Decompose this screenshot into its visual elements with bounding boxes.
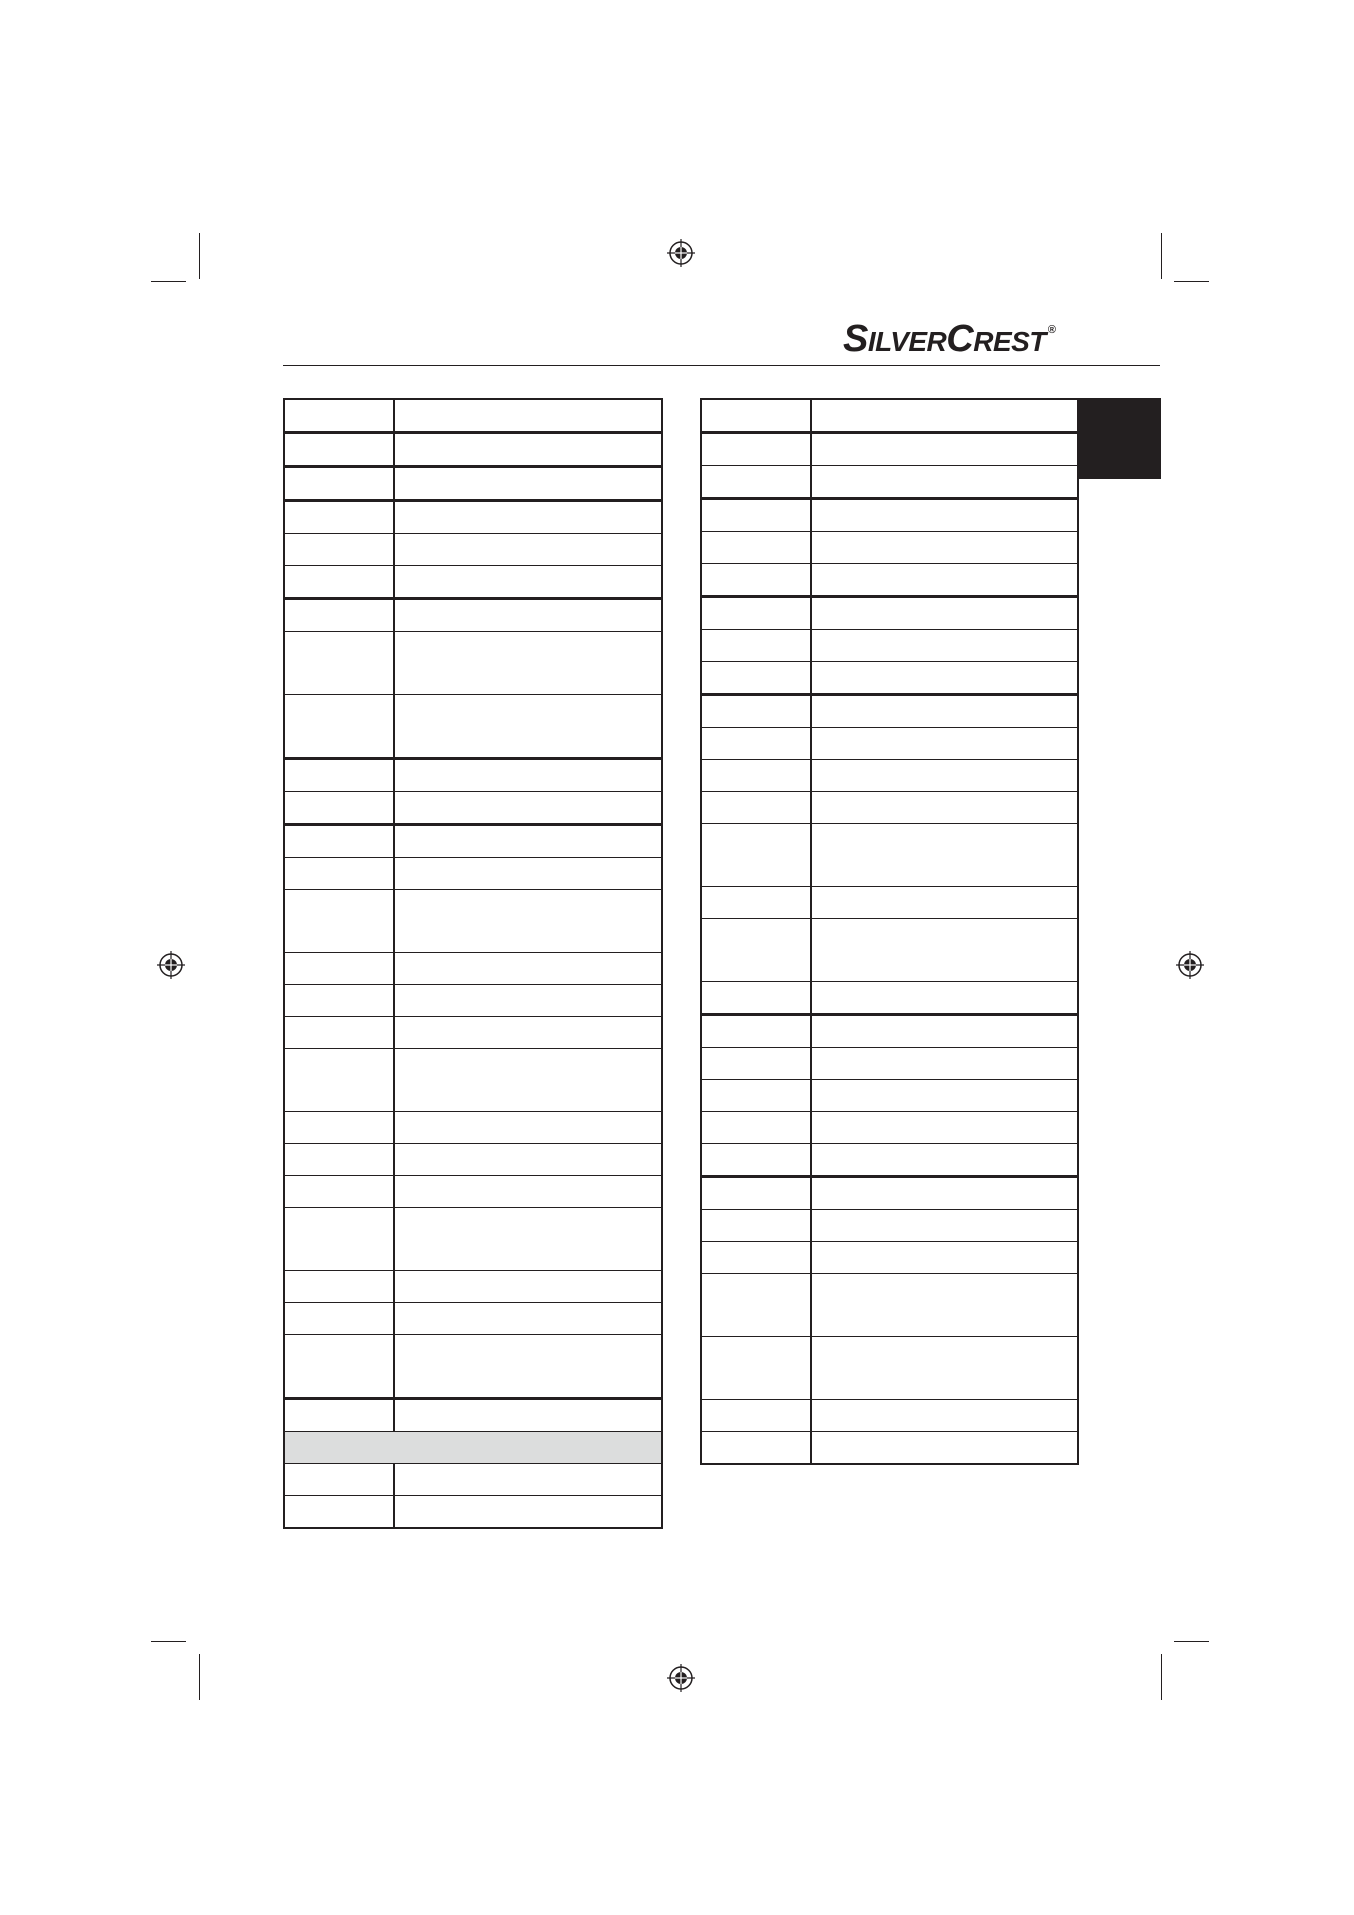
table-row bbox=[701, 1177, 1078, 1210]
table-row bbox=[284, 858, 662, 890]
label-cell bbox=[394, 792, 662, 825]
code-cell bbox=[701, 1080, 811, 1112]
crop-mark-icon bbox=[151, 1641, 186, 1642]
label-cell bbox=[811, 1015, 1078, 1048]
code-cell bbox=[701, 399, 811, 433]
table-row bbox=[284, 399, 662, 433]
label-cell bbox=[394, 566, 662, 599]
table-row bbox=[701, 399, 1078, 433]
code-cell bbox=[284, 858, 394, 890]
code-cell bbox=[284, 599, 394, 632]
table-row bbox=[284, 759, 662, 792]
label-cell bbox=[394, 632, 662, 695]
table-row bbox=[701, 792, 1078, 824]
table-row bbox=[284, 1112, 662, 1144]
table-row bbox=[701, 1080, 1078, 1112]
table-row bbox=[284, 1176, 662, 1208]
table-row bbox=[284, 1464, 662, 1496]
crop-mark-icon bbox=[1174, 1641, 1209, 1642]
code-cell bbox=[284, 1496, 394, 1529]
label-cell bbox=[811, 919, 1078, 982]
table-row bbox=[284, 1208, 662, 1271]
code-cell bbox=[284, 1208, 394, 1271]
label-cell bbox=[811, 532, 1078, 564]
language-tab bbox=[1079, 398, 1161, 479]
table-row bbox=[284, 566, 662, 599]
crop-mark-icon bbox=[151, 281, 186, 282]
table-row bbox=[284, 1017, 662, 1049]
code-cell bbox=[284, 1049, 394, 1112]
code-cell bbox=[701, 1274, 811, 1337]
code-cell bbox=[701, 919, 811, 982]
code-cell bbox=[284, 1271, 394, 1303]
code-cell bbox=[284, 1017, 394, 1049]
label-cell bbox=[811, 433, 1078, 466]
code-cell bbox=[284, 566, 394, 599]
code-cell bbox=[284, 695, 394, 759]
crop-mark-icon bbox=[199, 1654, 200, 1700]
table-row bbox=[284, 1271, 662, 1303]
label-cell bbox=[394, 599, 662, 632]
label-cell bbox=[394, 759, 662, 792]
code-cell bbox=[701, 630, 811, 662]
table-row bbox=[701, 695, 1078, 728]
code-cell bbox=[284, 1112, 394, 1144]
table-row bbox=[701, 630, 1078, 662]
table-row bbox=[701, 887, 1078, 919]
code-cell bbox=[701, 1242, 811, 1274]
code-cell bbox=[701, 1112, 811, 1144]
crop-mark-icon bbox=[1174, 281, 1209, 282]
code-cell bbox=[284, 1335, 394, 1399]
label-cell bbox=[394, 858, 662, 890]
table-row bbox=[701, 982, 1078, 1015]
code-cell bbox=[701, 728, 811, 760]
label-cell bbox=[811, 728, 1078, 760]
table-row bbox=[284, 534, 662, 566]
label-cell bbox=[811, 1080, 1078, 1112]
label-cell bbox=[811, 695, 1078, 728]
table-row bbox=[701, 499, 1078, 532]
code-cell bbox=[284, 953, 394, 985]
label-cell bbox=[811, 1432, 1078, 1465]
table-row bbox=[284, 953, 662, 985]
table-row bbox=[284, 695, 662, 759]
table-row bbox=[701, 1015, 1078, 1048]
code-cell bbox=[284, 1303, 394, 1335]
table-row bbox=[701, 662, 1078, 695]
label-cell bbox=[394, 1496, 662, 1529]
table-row bbox=[284, 825, 662, 858]
code-cell bbox=[701, 887, 811, 919]
table-row bbox=[701, 760, 1078, 792]
label-cell bbox=[394, 534, 662, 566]
code-cell bbox=[284, 792, 394, 825]
code-cell bbox=[701, 662, 811, 695]
table-row bbox=[284, 467, 662, 501]
label-cell bbox=[811, 887, 1078, 919]
code-cell bbox=[701, 1048, 811, 1080]
table-row bbox=[701, 1210, 1078, 1242]
code-cell bbox=[284, 1399, 394, 1432]
label-cell bbox=[394, 399, 662, 433]
label-cell bbox=[811, 1177, 1078, 1210]
code-cell bbox=[284, 501, 394, 534]
label-cell bbox=[811, 1242, 1078, 1274]
label-cell bbox=[811, 466, 1078, 499]
code-cell bbox=[701, 760, 811, 792]
label-cell bbox=[394, 1049, 662, 1112]
code-cell bbox=[701, 532, 811, 564]
table-row bbox=[701, 1048, 1078, 1080]
label-cell bbox=[811, 399, 1078, 433]
table-row bbox=[284, 1335, 662, 1399]
table-row bbox=[701, 1337, 1078, 1400]
label-cell bbox=[811, 982, 1078, 1015]
code-cell bbox=[284, 467, 394, 501]
label-cell bbox=[811, 1048, 1078, 1080]
code-cell bbox=[701, 597, 811, 630]
label-cell bbox=[811, 564, 1078, 597]
table-row bbox=[284, 599, 662, 632]
code-cell bbox=[284, 534, 394, 566]
registration-mark-icon bbox=[666, 238, 696, 268]
label-cell bbox=[394, 1208, 662, 1271]
code-cell bbox=[284, 1176, 394, 1208]
label-cell bbox=[811, 824, 1078, 887]
table-row bbox=[701, 1112, 1078, 1144]
silvercrest-logo: SILVERCREST ® bbox=[843, 318, 1056, 360]
label-cell bbox=[394, 1271, 662, 1303]
label-cell bbox=[811, 662, 1078, 695]
code-cell bbox=[701, 1144, 811, 1177]
label-cell bbox=[394, 467, 662, 501]
registration-mark-icon bbox=[666, 1663, 696, 1693]
table-row bbox=[701, 597, 1078, 630]
code-cell bbox=[284, 399, 394, 433]
code-cell bbox=[284, 759, 394, 792]
label-cell bbox=[394, 501, 662, 534]
label-cell bbox=[394, 1335, 662, 1399]
crop-mark-icon bbox=[199, 233, 200, 279]
table-row bbox=[284, 792, 662, 825]
label-cell bbox=[394, 1144, 662, 1176]
table-row bbox=[701, 824, 1078, 887]
label-cell bbox=[394, 825, 662, 858]
registration-mark-icon bbox=[156, 950, 186, 980]
label-cell bbox=[811, 760, 1078, 792]
table-row bbox=[284, 1303, 662, 1335]
label-cell bbox=[811, 1400, 1078, 1432]
table-row bbox=[284, 890, 662, 953]
table-row bbox=[284, 433, 662, 467]
table-row bbox=[701, 433, 1078, 466]
code-cell bbox=[284, 1464, 394, 1496]
label-cell bbox=[394, 1303, 662, 1335]
right-code-table bbox=[700, 398, 1079, 1465]
table-row bbox=[701, 1144, 1078, 1177]
code-cell bbox=[701, 499, 811, 532]
table-row bbox=[701, 1242, 1078, 1274]
label-cell bbox=[394, 1112, 662, 1144]
code-cell bbox=[701, 1432, 811, 1465]
label-cell bbox=[394, 1176, 662, 1208]
table-row bbox=[284, 1399, 662, 1432]
code-cell bbox=[701, 1015, 811, 1048]
table-row bbox=[284, 1144, 662, 1176]
code-cell bbox=[284, 985, 394, 1017]
table-row bbox=[701, 728, 1078, 760]
table-row bbox=[701, 532, 1078, 564]
label-cell bbox=[811, 792, 1078, 824]
header-rule bbox=[283, 365, 1160, 366]
code-cell bbox=[701, 1337, 811, 1400]
code-cell bbox=[701, 433, 811, 466]
code-cell bbox=[701, 564, 811, 597]
code-cell bbox=[701, 792, 811, 824]
table-row bbox=[284, 1432, 662, 1464]
table-row bbox=[284, 501, 662, 534]
code-cell bbox=[701, 1400, 811, 1432]
table-row bbox=[701, 1400, 1078, 1432]
crop-mark-icon bbox=[1161, 233, 1162, 279]
label-cell bbox=[394, 890, 662, 953]
label-cell bbox=[394, 433, 662, 467]
label-cell bbox=[394, 695, 662, 759]
code-cell bbox=[701, 1177, 811, 1210]
code-cell bbox=[701, 695, 811, 728]
table-row bbox=[284, 1496, 662, 1529]
label-cell bbox=[811, 1112, 1078, 1144]
code-cell bbox=[284, 825, 394, 858]
code-cell bbox=[701, 982, 811, 1015]
crop-mark-icon bbox=[1161, 1654, 1162, 1700]
code-cell bbox=[284, 890, 394, 953]
label-cell bbox=[811, 499, 1078, 532]
table-row bbox=[284, 985, 662, 1017]
code-cell bbox=[284, 632, 394, 695]
section-header-cell bbox=[284, 1432, 662, 1464]
label-cell bbox=[811, 1144, 1078, 1177]
table-row bbox=[701, 1274, 1078, 1337]
code-cell bbox=[701, 1210, 811, 1242]
label-cell bbox=[811, 597, 1078, 630]
label-cell bbox=[394, 953, 662, 985]
label-cell bbox=[394, 1017, 662, 1049]
label-cell bbox=[394, 1399, 662, 1432]
code-cell bbox=[701, 466, 811, 499]
label-cell bbox=[394, 985, 662, 1017]
code-cell bbox=[284, 1144, 394, 1176]
table-row bbox=[284, 1049, 662, 1112]
table-row bbox=[701, 919, 1078, 982]
table-row bbox=[701, 564, 1078, 597]
label-cell bbox=[811, 1337, 1078, 1400]
registered-mark: ® bbox=[1047, 324, 1056, 336]
label-cell bbox=[394, 1464, 662, 1496]
code-cell bbox=[701, 824, 811, 887]
code-cell bbox=[284, 433, 394, 467]
registration-mark-icon bbox=[1175, 950, 1205, 980]
label-cell bbox=[811, 1210, 1078, 1242]
table-row bbox=[701, 466, 1078, 499]
table-row bbox=[701, 1432, 1078, 1465]
left-code-table bbox=[283, 398, 663, 1529]
label-cell bbox=[811, 630, 1078, 662]
table-row bbox=[284, 632, 662, 695]
label-cell bbox=[811, 1274, 1078, 1337]
